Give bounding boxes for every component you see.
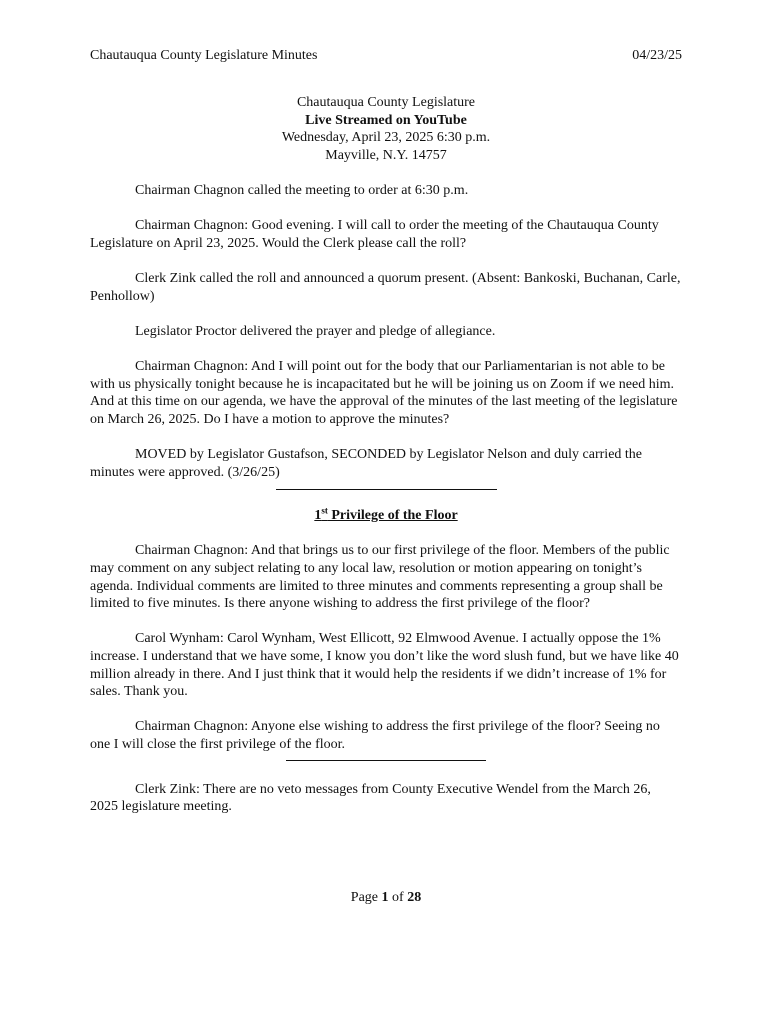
document-page <box>90 0 682 1024</box>
page-footer <box>90 889 682 907</box>
paragraph-roll-request: Chairman Chagnon: Good evening. I will call to order the meeting of the Chautauqua County Legislature on April 23, 2025. Would the Clerk please call the roll? <box>90 218 659 251</box>
paragraph-privilege-intro: Chairman Chagnon: And that brings us to our first privilege of the floor. Members of the public may comment on any subject relating to any local law, resolution or motion appearing on tonight’s agenda. Individual comments are limited to three minutes and comments representing a group shall be limited to five minutes. Is there anyone wishing to address the first privilege of the floor? <box>90 543 670 612</box>
footer-page-total: 28 <box>407 890 422 905</box>
footer-middle: of <box>388 890 408 905</box>
section-title: Privilege of the Floor <box>327 508 458 524</box>
title-line-date: Wednesday, April 23, 2025 6:30 p.m. <box>281 130 491 146</box>
paragraph-call-to-order: Chairman Chagnon called the meeting to order at 6:30 p.m. <box>135 183 469 198</box>
running-header <box>90 47 682 65</box>
paragraph-motion-minutes: MOVED by Legislator Gustafson, SECONDED by Legislator Nelson and duly carried the minutes were approved. (3/26/25) <box>90 446 643 480</box>
header-title: Chautauqua County Legislature Minutes <box>90 48 318 63</box>
title-line-stream: Live Streamed on YouTube <box>305 112 467 128</box>
section-ordinal-suffix: st <box>321 505 328 516</box>
paragraph-roll-call: Clerk Zink called the roll and announced a quorum present. (Absent: Bankoski, Buchanan, Carle, Penhollow) <box>90 270 681 304</box>
section-heading <box>90 507 682 525</box>
paragraph-privilege-close: Chairman Chagnon: Anyone else wishing to address the first privilege of the floor? Seeing no one I will close the first privilege of the floor. <box>90 719 660 752</box>
title-block <box>90 94 682 164</box>
paragraph-veto-messages: Clerk Zink: There are no veto messages from County Executive Wendel from the March 26, 2025 legislature meeting. <box>90 781 651 815</box>
footer-page-current: 1 <box>381 890 389 905</box>
footer-prefix: Page <box>350 890 382 905</box>
header-date: 04/23/25 <box>632 48 682 63</box>
divider-rule <box>276 489 497 490</box>
paragraph-prayer: Legislator Proctor delivered the prayer and pledge of allegiance. <box>135 323 496 339</box>
title-line-organization: Chautauqua County Legislature <box>296 95 476 110</box>
paragraph-public-comment: Carol Wynham: Carol Wynham, West Ellicott, 92 Elmwood Avenue. I actually oppose the 1% increase. I understand that we have some, I know you don’t like the word slush fund, but we have like 40 million already in there. And I just think that it would help the residents if we didn’t increase of 1% for sales. Thank you. <box>90 631 679 700</box>
divider-rule <box>286 760 486 761</box>
paragraph-parliamentarian: Chairman Chagnon: And I will point out for the body that our Parliamentarian is not able to be with us physically tonight because he is incapacitated but he will be joining us on Zoom if we need him. And at this time on our agenda, we have the approval of the minutes of the last meeting of the legislature on March 26, 2025. Do I have a motion to approve the minutes? <box>90 358 678 427</box>
section-number: 1 <box>314 508 322 524</box>
title-line-location: Mayville, N.Y. 14757 <box>325 147 447 163</box>
minutes-body <box>90 182 682 833</box>
